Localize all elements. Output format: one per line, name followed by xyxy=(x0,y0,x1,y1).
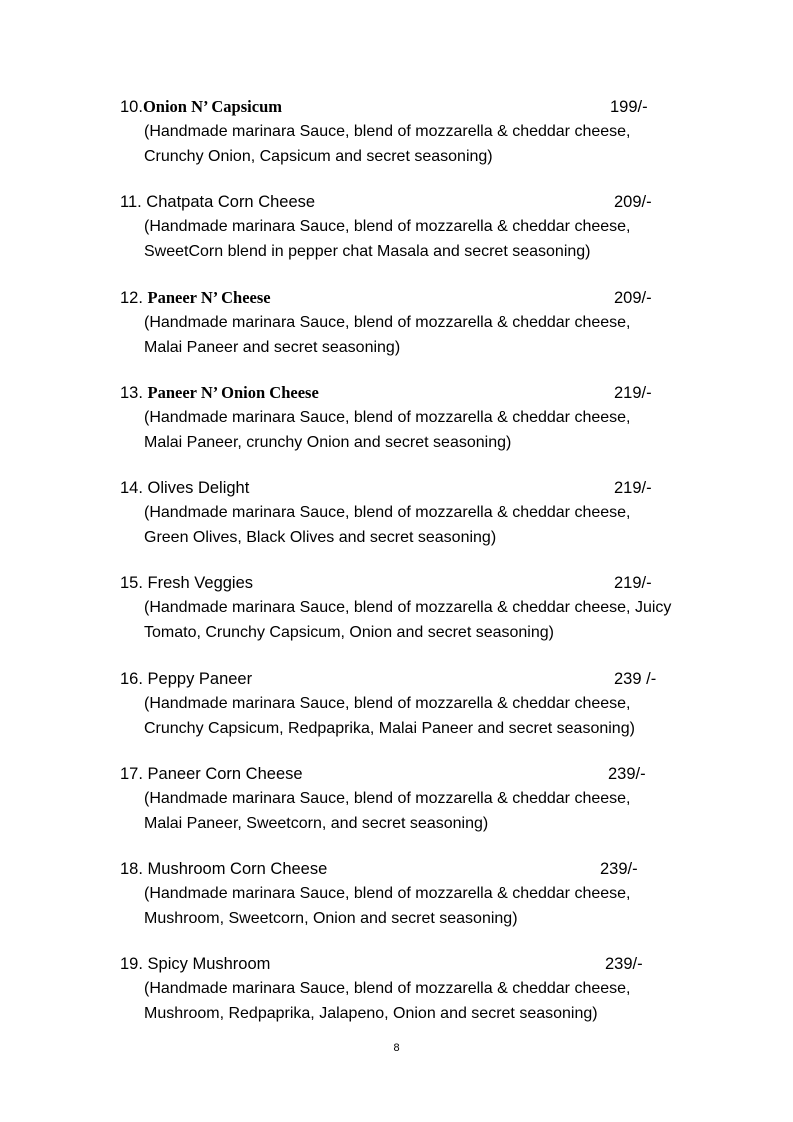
item-description xyxy=(144,119,720,169)
description-line: (Handmade marinara Sauce, blend of mozzarella & cheddar cheese, xyxy=(144,409,631,426)
item-name: Olives Delight xyxy=(147,479,250,497)
item-number: 11. xyxy=(120,193,147,211)
item-description xyxy=(144,214,720,264)
menu-item-13 xyxy=(120,381,720,455)
page-number: 8 xyxy=(393,1042,400,1054)
item-description xyxy=(144,405,720,455)
item-price: 209/- xyxy=(614,193,652,211)
item-number: 17. xyxy=(120,765,148,783)
description-line: Tomato, Crunchy Capsicum, Onion and secret seasoning) xyxy=(144,624,554,641)
item-title-line xyxy=(120,190,720,214)
item-description xyxy=(144,595,720,645)
item-title-line xyxy=(120,857,720,881)
description-line: Crunchy Capsicum, Redpaprika, Malai Paneer and secret seasoning) xyxy=(144,720,635,737)
menu-item-18 xyxy=(120,857,720,931)
item-number: 19. xyxy=(120,955,148,973)
description-line: Mushroom, Sweetcorn, Onion and secret seasoning) xyxy=(144,910,518,927)
item-name: Peppy Paneer xyxy=(147,670,253,688)
item-title-line xyxy=(120,952,720,976)
item-price: 239/- xyxy=(600,860,638,878)
item-title-line xyxy=(120,286,720,310)
item-price: 219/- xyxy=(614,384,652,402)
description-line: Malai Paneer, Sweetcorn, and secret seasoning) xyxy=(144,815,489,832)
item-name: Mushroom Corn Cheese xyxy=(147,860,328,878)
item-name: Chatpata Corn Cheese xyxy=(146,193,316,211)
item-price: 239 /- xyxy=(614,670,657,688)
menu-item-19 xyxy=(120,952,720,1026)
item-price: 219/- xyxy=(614,574,652,592)
menu-item-15 xyxy=(120,571,720,645)
item-name: Fresh Veggies xyxy=(147,574,254,592)
item-name: Paneer N’ Cheese xyxy=(147,288,271,307)
menu-item-16 xyxy=(120,667,720,741)
item-number: 12. xyxy=(120,289,148,307)
description-line: (Handmade marinara Sauce, blend of mozzarella & cheddar cheese, xyxy=(144,123,631,140)
description-line: (Handmade marinara Sauce, blend of mozzarella & cheddar cheese, xyxy=(144,790,631,807)
description-line: (Handmade marinara Sauce, blend of mozzarella & cheddar cheese, xyxy=(144,980,631,997)
description-line: Malai Paneer, crunchy Onion and secret seasoning) xyxy=(144,434,512,451)
item-name: Spicy Mushroom xyxy=(147,955,271,973)
description-line: (Handmade marinara Sauce, blend of mozzarella & cheddar cheese, Juicy xyxy=(144,599,672,616)
item-number: 16. xyxy=(120,670,148,688)
item-description xyxy=(144,691,720,741)
item-title-line xyxy=(120,95,720,119)
item-number: 15. xyxy=(120,574,148,592)
item-number: 18. xyxy=(120,860,148,878)
menu-item-14 xyxy=(120,476,720,550)
description-line: (Handmade marinara Sauce, blend of mozzarella & cheddar cheese, xyxy=(144,218,631,235)
item-description xyxy=(144,310,720,360)
item-title-line xyxy=(120,762,720,786)
item-price: 199/- xyxy=(610,98,648,116)
item-description xyxy=(144,976,720,1026)
menu-item-11 xyxy=(120,190,720,264)
description-line: (Handmade marinara Sauce, blend of mozzarella & cheddar cheese, xyxy=(144,314,631,331)
item-title-line xyxy=(120,571,720,595)
menu-item-17 xyxy=(120,762,720,836)
item-title-line xyxy=(120,381,720,405)
item-price: 239/- xyxy=(608,765,646,783)
item-title-line xyxy=(120,476,720,500)
item-price: 209/- xyxy=(614,289,652,307)
description-line: Crunchy Onion, Capsicum and secret seasoning) xyxy=(144,148,493,165)
description-line: (Handmade marinara Sauce, blend of mozzarella & cheddar cheese, xyxy=(144,695,631,712)
item-number: 10. xyxy=(120,98,143,116)
item-description xyxy=(144,881,720,931)
item-title-line xyxy=(120,667,720,691)
item-name: Onion N’ Capsicum xyxy=(142,97,282,116)
item-description xyxy=(144,500,720,550)
item-number: 13. xyxy=(120,384,148,402)
item-price: 219/- xyxy=(614,479,652,497)
menu-item-12 xyxy=(120,286,720,360)
item-description xyxy=(144,786,720,836)
item-name: Paneer Corn Cheese xyxy=(147,765,303,783)
menu-item-10 xyxy=(120,95,720,169)
description-line: (Handmade marinara Sauce, blend of mozzarella & cheddar cheese, xyxy=(144,885,631,902)
item-price: 239/- xyxy=(605,955,643,973)
description-line: Malai Paneer and secret seasoning) xyxy=(144,339,401,356)
description-line: Mushroom, Redpaprika, Jalapeno, Onion and secret seasoning) xyxy=(144,1005,598,1022)
description-line: (Handmade marinara Sauce, blend of mozzarella & cheddar cheese, xyxy=(144,504,631,521)
description-line: SweetCorn blend in pepper chat Masala and secret seasoning) xyxy=(144,243,591,260)
description-line: Green Olives, Black Olives and secret seasoning) xyxy=(144,529,497,546)
item-number: 14. xyxy=(120,479,148,497)
item-name: Paneer N’ Onion Cheese xyxy=(147,383,319,402)
